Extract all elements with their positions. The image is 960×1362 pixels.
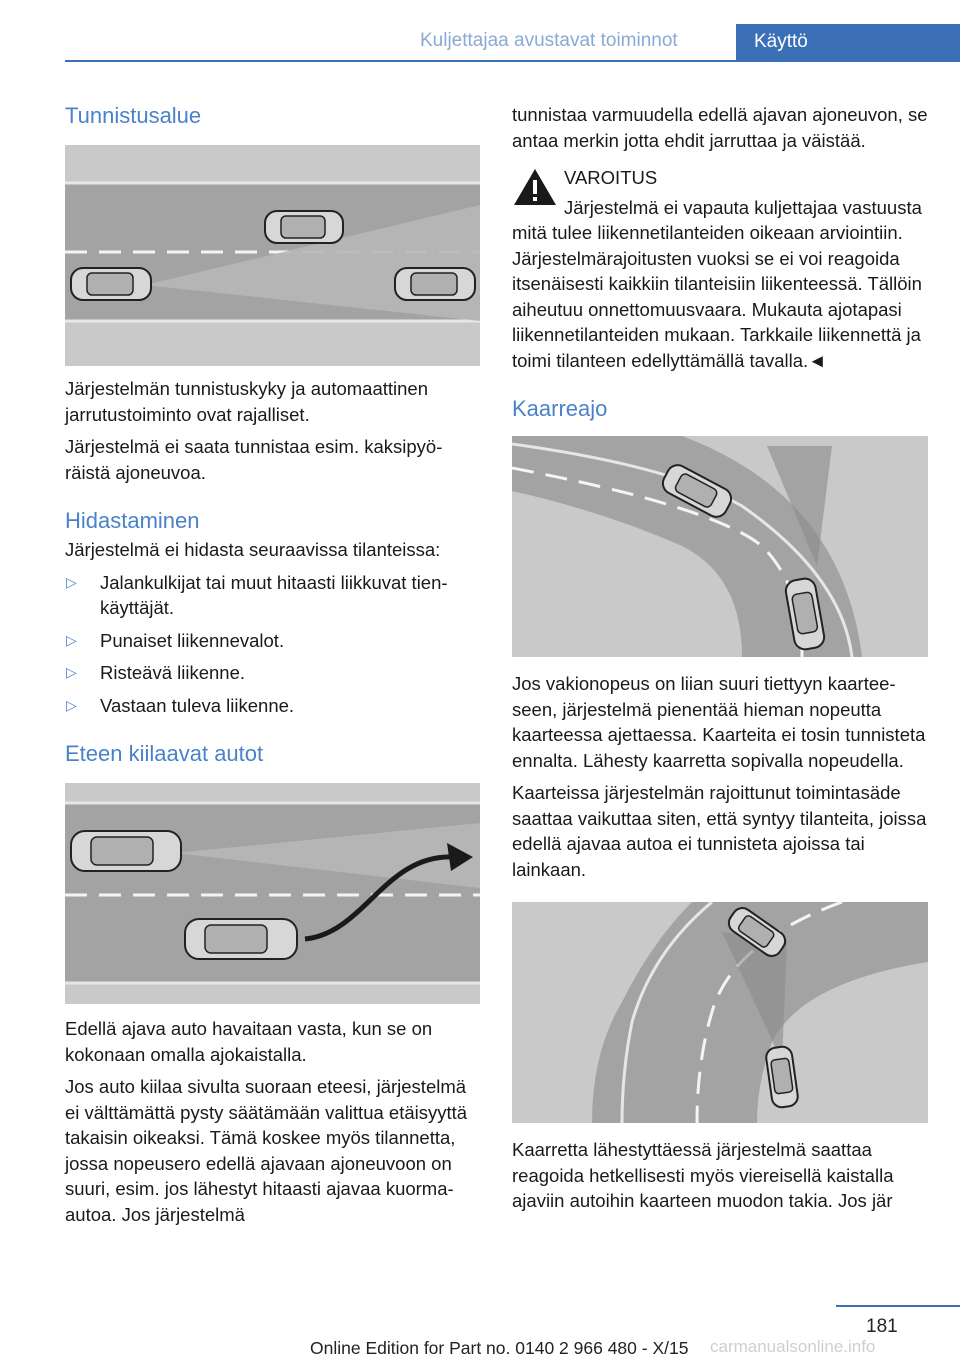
warning-title: VAROITUS [564, 167, 658, 188]
car-icon [265, 211, 343, 243]
triangle-bullet-icon: ▷ [66, 631, 77, 648]
page-header [0, 0, 960, 64]
list-item: ▷ Jalankulkijat tai muut hitaasti liikkuvat tienkäyttäjät. [66, 571, 448, 618]
figure-cut-in [65, 783, 480, 1004]
header-chapter-label: Käyttö [754, 31, 808, 52]
triangle-bullet-icon: ▷ [66, 696, 77, 713]
figure-detection-range [65, 145, 480, 366]
car-icon [71, 831, 181, 871]
paragraph: Järjestelmä ei hidasta seuraavissa tilanteissa: [65, 539, 441, 560]
header-rule [65, 60, 960, 62]
paragraph: Kaarretta lähestyttäessä järjestelmä saattaa reagoida hetkellisesti myös viereisellä kaistalla ajaviin autoihin kaarteen muodon takia. Jos jär [512, 1139, 894, 1211]
warning-text: Järjestelmä ei vapauta kuljettajaa vastuusta mitä tulee liikennetilanteiden oikeaan arviointiin. Järjestelmärajoitusten vuoksi se ei voi reagoida itsenäisesti kaikkiin tilanteisiin liikenteessä. Tällöin aiheutuu onnettomuusvaara. Mukauta ajotapasi liikennetilanteiden mukaan. Tarkkaile liikennettä ja toimi tilanteen edellyttämällä tavalla.◄ [512, 196, 922, 371]
heading-hidastaminen: Hidastaminen [65, 508, 200, 533]
footer-rule [836, 1305, 960, 1307]
car-icon [71, 268, 151, 300]
paragraph: Jos auto kiilaa sivulta suoraan eteesi, järjestelmä ei välttämättä pysty säätämään valittua etäisyyttä takaisin oikeaksi. Tämä koskee myös tilannetta, jossa nopeusero edellä ajavaan ajoneuvoon on suuri, esim. jos lähestyt hitaasti ajavaa kuorma-autoa. Jos järjestelmä [65, 1076, 468, 1225]
bullet-list [65, 570, 480, 719]
figure-curve-adjacent-lane [512, 902, 928, 1123]
paragraph: tunnistaa varmuudella edellä ajavan ajoneuvon, se antaa merkin jotta ehdit jarruttaa ja väistää. [512, 104, 928, 151]
paragraph: Kaarteissa järjestelmän rajoittunut toimintasäde saattaa vaikuttaa siten, että syntyy tilanteita, joissa edellä ajavaa autoa ei tunnisteta ajoissa tai lainkaan. [512, 782, 927, 880]
paragraph: Edellä ajava auto havaitaan vasta, kun se on kokonaan omalla ajokaistalla. [65, 1018, 433, 1065]
paragraph: Jos vakionopeus on liian suuri tiettyyn kaarteeseen, järjestelmä pienentää hieman nopeutta kaarteessa ajettaessa. Kaarteita ei tosin tunnisteta ennalta. Lähesty kaarretta sopivalla nopeudella. [512, 673, 926, 771]
header-section-title: Kuljettajaa avustavat toiminnot [420, 30, 678, 51]
page-number: 181 [866, 1316, 898, 1337]
list-item: ▷ Risteävä liikenne. [65, 660, 480, 686]
car-icon [185, 919, 297, 959]
list-item: ▷ Vastaan tuleva liikenne. [65, 693, 480, 719]
paragraph: Järjestelmän tunnistuskyky ja automaattinen jarrutustoiminto ovat rajalliset. [65, 378, 428, 425]
right-column [512, 102, 928, 1214]
list-item: ▷ Punaiset liikennevalot. [65, 628, 480, 654]
warning-box [512, 165, 928, 373]
heading-eteen-kiilaavat: Eteen kiilaavat autot [65, 741, 264, 766]
watermark: carmanualsonline.info [710, 1337, 876, 1356]
triangle-bullet-icon: ▷ [66, 664, 77, 680]
heading-tunnistusalue: Tunnistusalue [65, 103, 202, 128]
car-icon [765, 1045, 799, 1108]
triangle-bullet-icon: ▷ [66, 573, 77, 590]
left-column [65, 102, 480, 1227]
heading-kaarreajo: Kaarreajo [512, 396, 608, 421]
car-icon [395, 268, 475, 300]
edition-note: Online Edition for Part no. 0140 2 966 480 - X/15 [310, 1338, 689, 1358]
warning-triangle-icon [512, 167, 558, 207]
header-chapter-tab [736, 24, 960, 62]
paragraph: Järjestelmä ei saata tunnistaa esim. kaksipyöräistä ajoneuvoa. [65, 436, 443, 483]
figure-curve-speed [512, 436, 928, 657]
